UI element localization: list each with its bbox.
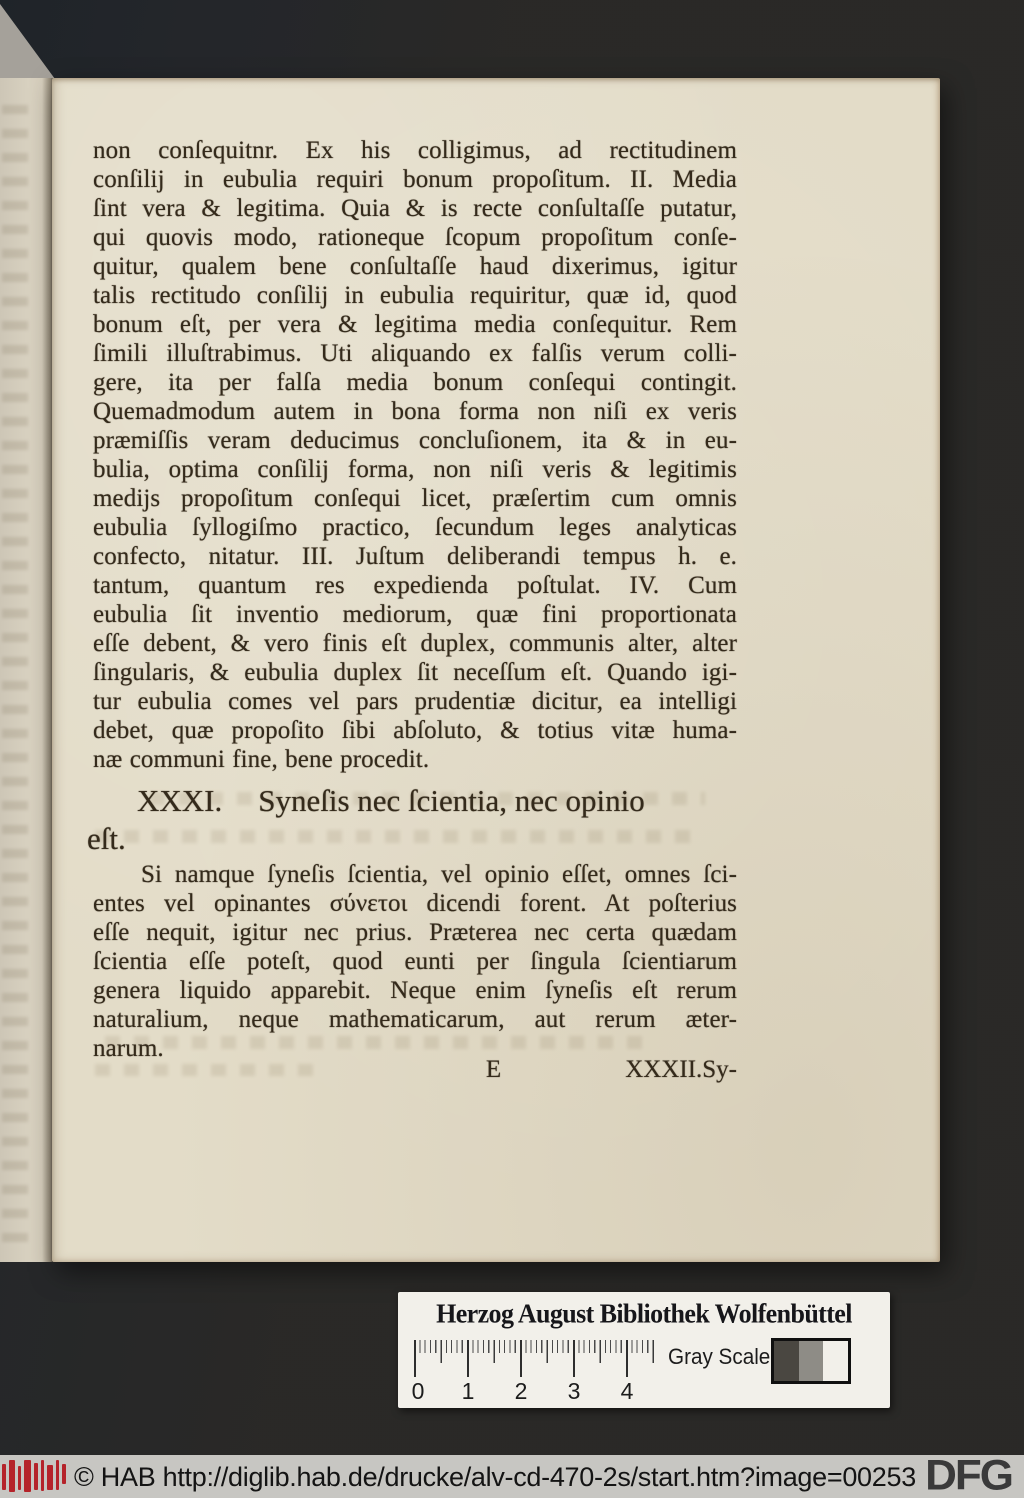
text-line: Quemadmodum autem in bona forma non niſi ex veris [93, 398, 737, 425]
gray-patch-mid [799, 1341, 824, 1381]
section-number: XXXI. [137, 783, 223, 818]
ruler-number: 4 [620, 1378, 634, 1404]
library-name: Herzog August Bibliothek Wolfenbüttel [436, 1298, 852, 1329]
credit-bar [0, 1451, 1024, 1498]
text-line: ſcientia eſſe poteſt, quod eunti per ſingula ſcientiarum [93, 948, 737, 975]
copyright-url: © HAB http://diglib.hab.de/drucke/alv-cd-470-2s/start.htm?image=00253 [74, 1462, 916, 1492]
text-line: conſilij in eubulia requiri bonum propoſitum. II. Media [93, 166, 737, 193]
gray-scale-label: Gray Scale [668, 1344, 771, 1369]
ruler-number: 1 [461, 1378, 475, 1404]
paragraph-body [93, 860, 737, 1063]
text-line: ſint vera & legitima. Quia & is recte conſultaſſe putatur, [93, 195, 737, 222]
red-registration-marks [2, 1460, 66, 1494]
text-line: narum. [93, 1035, 164, 1062]
text-line: bulia, optima conſilij forma, non niſi veris & legitimis [93, 456, 737, 483]
text-line: talis rectitudo conſilij in eubulia requiritur, quæ id, quod [93, 282, 737, 309]
text-line: medijs propoſitum conſequi licet, præſertim cum omnis [93, 485, 737, 512]
text-line: ſimili illuſtrabimus. Uti aliquando ex falſis verum colli- [93, 340, 737, 367]
text-line: eubulia ſit inventio mediorum, quæ fini proportionata [93, 601, 737, 628]
text-line: tantum, quantum res expedienda poſtulat. IV. Cum [93, 572, 737, 599]
text-line: entes vel opinantes σύνετοι dicendi forent. At poſterius [93, 890, 737, 917]
text-line: qui quovis modo, rationeque ſcopum propoſitum conſe- [93, 224, 737, 251]
signature-line [93, 1056, 737, 1088]
ruler-number: 3 [567, 1378, 581, 1404]
text-line: Si namque ſyneſis ſcientia, vel opinio eſſet, omnes ſci- [141, 861, 737, 888]
text-line: quitur, qualem bene conſultaſſe haud dixerimus, igitur [93, 253, 737, 280]
text-line: ſingularis, & eubulia duplex ſit neceſſum eſt. Quando igi- [93, 659, 737, 686]
gray-scale-patches [771, 1338, 851, 1384]
section-heading [93, 782, 737, 820]
text-line: eubulia ſyllogiſmo practico, ſecundum leges analyticas [93, 514, 737, 541]
text-line: bonum eſt, per vera & legitima media conſequitur. Rem [93, 311, 737, 338]
text-line: non conſequitnr. Ex his colligimus, ad rectitudinem [93, 137, 737, 164]
paragraph-continuation [93, 136, 737, 774]
text-line: gere, ita per falſa media bonum conſequi contingit. [93, 369, 737, 396]
text-line: debet, quæ propoſito ſibi abſoluto, & totius vitæ huma- [93, 717, 737, 744]
text-line: præmiſſis veram deducimus concluſionem, ita & in eu- [93, 427, 737, 454]
ruler-number: 0 [411, 1378, 425, 1404]
text-line: tur eubulia comes vel pars prudentiæ dicitur, ea intelligi [93, 688, 737, 715]
text-line: confecto, nitatur. III. Juſtum deliberandi tempus h. e. [93, 543, 737, 570]
text-line: eſſe debent, & vero finis eſt duplex, communis alter, alter [93, 630, 737, 657]
ruler-card [398, 1292, 890, 1408]
book-cover-shadow [0, 0, 430, 79]
section-heading-continuation: eſt. [87, 821, 126, 856]
catchword: XXXII.Sy- [625, 1056, 737, 1083]
text-line: genera liquido apparebit. Neque enim ſyneſis eſt rerum [93, 977, 737, 1004]
facing-page-ghost-text [2, 92, 28, 1242]
dfg-logo: DFG [925, 1451, 1012, 1498]
text-line: naturalium, neque mathematicarum, aut rerum æter- [93, 1006, 737, 1033]
text-line: næ communi fine, bene procedit. [93, 746, 430, 773]
ruler-number: 2 [514, 1378, 528, 1404]
text-line: eſſe nequit, igitur nec prius. Præterea nec certa quædam [93, 919, 737, 946]
ruler-ticks [414, 1340, 658, 1377]
signature-mark: E [485, 1056, 502, 1083]
gray-patch-dark [774, 1341, 799, 1381]
ruler-numbers [411, 1378, 658, 1404]
section-title: Syneſis nec ſcientia, nec opinio [258, 783, 645, 818]
gray-patch-white [823, 1341, 848, 1381]
